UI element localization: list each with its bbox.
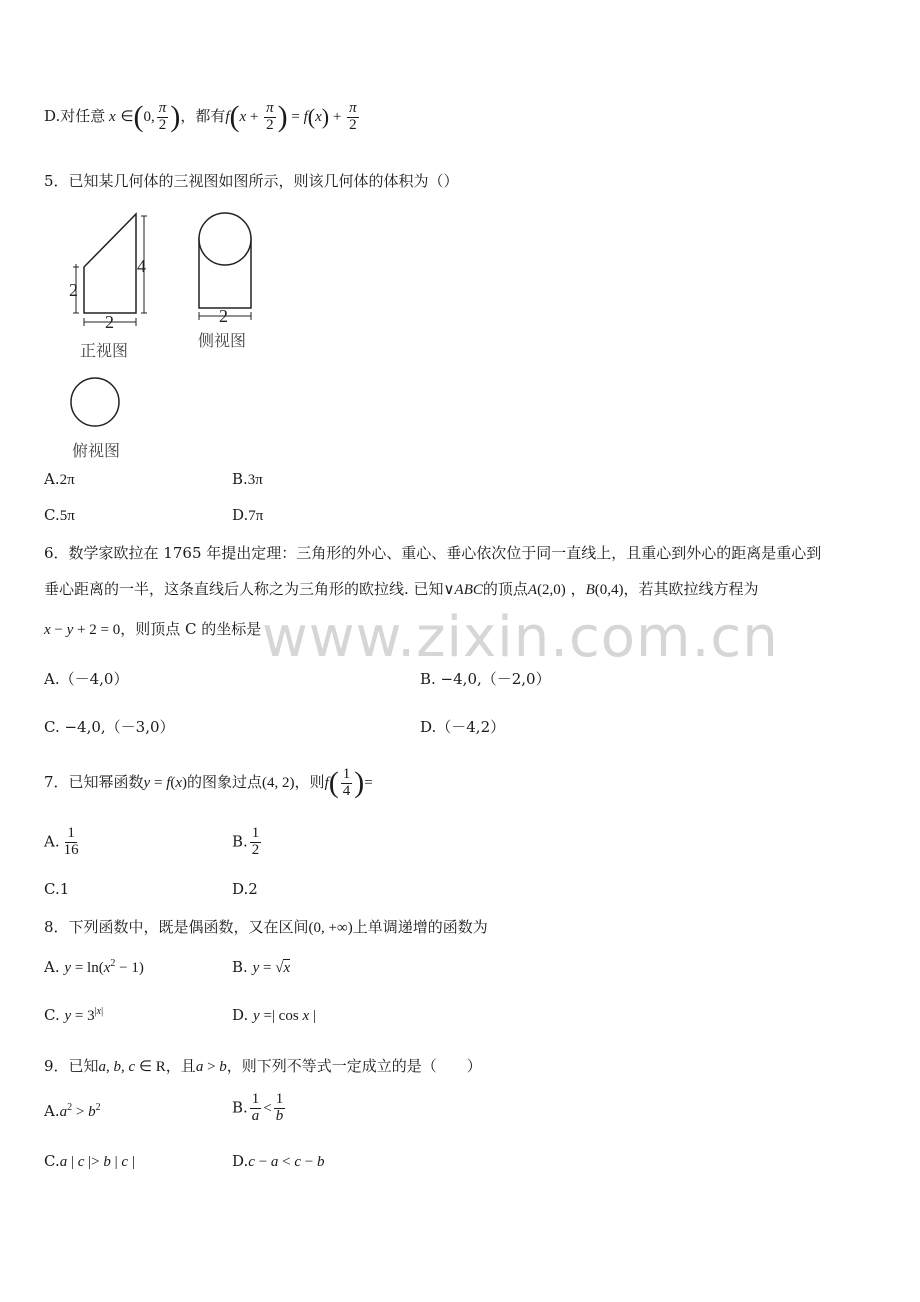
q6-option-a: A.（－4,0） bbox=[44, 670, 129, 688]
q7-option-c: C.1 bbox=[44, 880, 70, 898]
side-view-label: 侧视图 bbox=[198, 331, 247, 350]
side-view-shape bbox=[199, 213, 251, 320]
q6-line1: 6．数学家欧拉在 1765 年提出定理：三角形的外心、重心、垂心依次位于同一直线上，且重心到外心的距离是重心到 bbox=[44, 544, 822, 562]
front-view-shape bbox=[73, 214, 147, 326]
front-dim-width: 2 bbox=[105, 312, 114, 332]
watermark: www.zixin.com.cn bbox=[262, 605, 779, 670]
q8-option-d: D. y =| cos x | bbox=[232, 1006, 316, 1024]
q7-stem: 7．已知幂函数y = f(x)的图象过点(4, 2)，则f( $\frac{1}{4}$ )= bbox=[44, 765, 373, 799]
q7-option-a: A. $\frac{1}{16}$ bbox=[44, 825, 79, 858]
front-dim-4: 4 bbox=[137, 256, 146, 276]
q9-stem: 9．已知a, b, c ∈ R，且a > b，则下列不等式一定成立的是（ ） bbox=[44, 1057, 482, 1075]
front-dim-2: 2 bbox=[69, 280, 78, 300]
q5-option-b: B.3π bbox=[232, 470, 263, 488]
q4-option-d-prefix: D.对任意 bbox=[44, 107, 106, 125]
q9-option-a: $A.a^2 > b^2$ bbox=[44, 1102, 101, 1120]
q6-line2: 垂心距离的一半，这条直线后人称之为三角形的欧拉线. 已知∨ABC的顶点A(2,0) ，B(0,4)，若其欧拉线方程为 bbox=[44, 580, 759, 598]
top-view-shape bbox=[71, 378, 119, 426]
q5-option-c: C.5π bbox=[44, 506, 75, 524]
q8-option-c: C. $y = 3^{|x|}$ bbox=[44, 1006, 104, 1024]
three-view-figure bbox=[60, 200, 360, 500]
q8-stem: 8．下列函数中，既是偶函数，又在区间(0, +∞)上单调递增的函数为 bbox=[44, 918, 488, 936]
q5-option-a: A.2π bbox=[44, 470, 75, 488]
q7-option-b: B. $\frac{1}{2}$ bbox=[232, 825, 260, 858]
q6-option-b: B. −4,0,（－2,0） bbox=[420, 670, 551, 688]
top-view-label: 俯视图 bbox=[72, 441, 121, 460]
q6-option-d: D.（－4,2） bbox=[420, 718, 506, 736]
q9-option-c: C.a | c |> b | c | bbox=[44, 1152, 135, 1170]
front-view-label: 正视图 bbox=[80, 341, 129, 360]
q4-option-d-mid: ，都有 bbox=[180, 107, 226, 125]
q6-line3: x − y + 2 = 0，则顶点 C 的坐标是 bbox=[44, 620, 262, 638]
q9-option-b: B. $\frac{1}{a}$ < $\frac{1}{b}$ bbox=[232, 1091, 284, 1124]
q8-option-a: A. $y = \ln(x^2 - 1)$ bbox=[44, 958, 144, 976]
q8-option-b: B. y = √x bbox=[232, 958, 291, 976]
q5-option-d: D.7π bbox=[232, 506, 264, 524]
q5-stem: 5．已知某几何体的三视图如图所示，则该几何体的体积为（） bbox=[44, 172, 459, 190]
side-dim-2: 2 bbox=[219, 306, 228, 326]
q9-option-d: D.c − a < c − b bbox=[232, 1152, 325, 1170]
q4-option-d: D.对任意 x ∈(0, $\frac{\pi}{2}$ )，都有f(x + $\frac{\pi}{2}$ ) = f(x) + $\frac{\pi}{2}$ bbox=[44, 99, 357, 133]
q7-option-d: D.2 bbox=[232, 880, 258, 898]
q6-option-c: C. −4,0,（－3,0） bbox=[44, 718, 175, 736]
